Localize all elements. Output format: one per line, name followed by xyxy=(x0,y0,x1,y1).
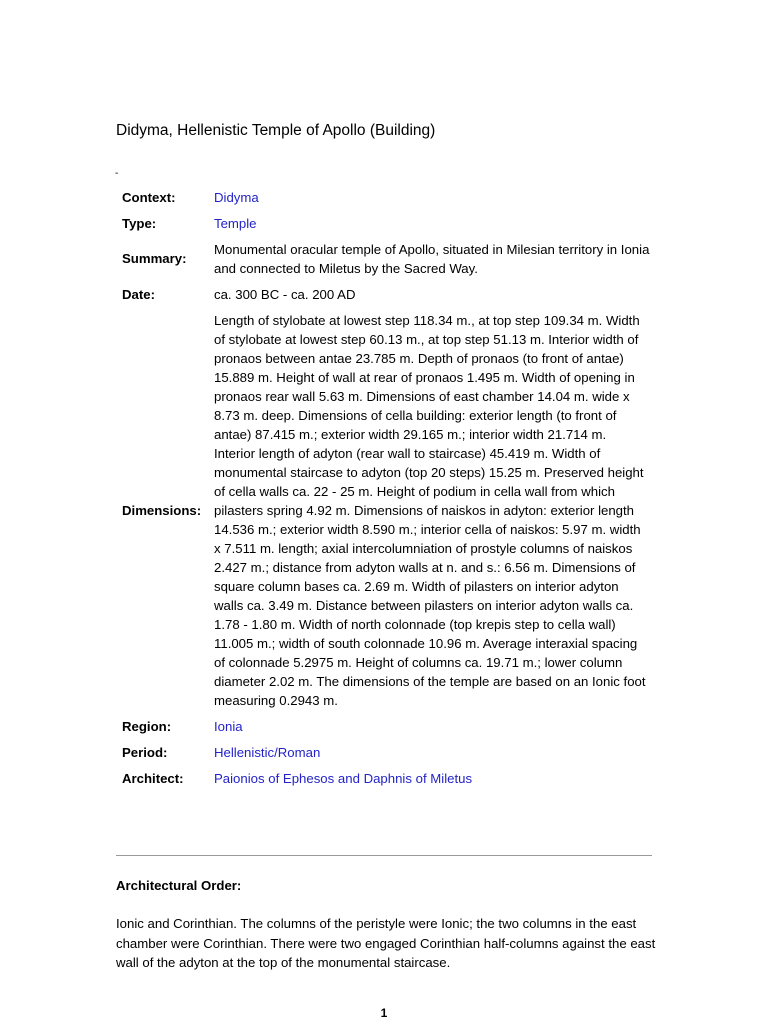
building-metadata-table xyxy=(118,184,654,791)
stray-mark: - xyxy=(115,168,119,179)
architect-row xyxy=(118,765,654,791)
period-row xyxy=(118,739,654,765)
type-label: Type: xyxy=(122,215,157,231)
type-link[interactable]: Temple xyxy=(214,215,257,231)
dimensions-row xyxy=(118,307,654,713)
region-link[interactable]: Ionia xyxy=(214,718,243,734)
region-label: Region: xyxy=(122,718,172,734)
context-link[interactable]: Didyma xyxy=(214,189,259,205)
dimensions-label: Dimensions: xyxy=(122,502,202,518)
region-row xyxy=(118,713,654,739)
architectural-order-text: Ionic and Corinthian. The columns of the peristyle were Ionic; the two columns in the east chamber were Corinthian. There were two engaged Corinthian half-columns against the east wall of the adyton at the top of the monumental staircase. xyxy=(116,916,656,970)
date-row xyxy=(118,281,654,307)
date-label: Date: xyxy=(122,286,155,302)
summary-value: Monumental oracular temple of Apollo, situated in Milesian territory in Ionia and connected to Miletus by the Sacred Way. xyxy=(214,241,650,276)
page-title: Didyma, Hellenistic Temple of Apollo (Building) xyxy=(116,122,436,139)
dimensions-value: Length of stylobate at lowest step 118.34 m., at top step 109.34 m. Width of stylobate at lowest step 60.13 m., at top step 51.13 m. Interior width of pronaos between antae 23.785 m. Depth of pronaos (to front of antae) 15.889 m. Height of wall at rear of pronaos 1.495 m. Width of opening in pronaos rear wall 5.63 m. Dimensions of east chamber 14.04 m. wide x 8.73 m. deep. Dimensions of cella building: exterior length (to front of antae) 87.415 m.; exterior width 29.165 m.; interior width 21.714 m. Interior length of adyton (rear wall to staircase) 45.419 m. Width of monumental staircase to adyton (top 20 steps) 15.25 m. Preserved height of cella walls ca. 22 - 25 m. Height of podium in cella wall from which pilasters spring 4.92 m. Dimensions of naiskos in adyton: exterior length 14.536 m.; exterior width 8.590 m.; interior cella of naiskos: 5.97 m. width x 7.511 m. length; axial intercolumniation of prostyle columns of naiskos 2.427 m.; distance from adyton walls at n. and s.: 6.56 m. Dimensions of square column bases ca. 2.69 m. Width of pilasters on interior adyton walls ca. 3.49 m. Distance between pilasters on interior adyton walls ca. 1.78 - 1.80 m. Width of north colonnade (top krepis step to cella wall) 11.005 m.; width of south colonnade 10.96 m. Average interaxial spacing of colonnade 5.2975 m. Height of columns ca. 19.71 m.; lower column diameter 2.02 m. The dimensions of the temple are based on an Ionic foot measuring 0.2943 m. xyxy=(214,312,646,708)
period-link[interactable]: Hellenistic/Roman xyxy=(214,744,321,760)
architect-link[interactable]: Paionios of Ephesos and Daphnis of Miletus xyxy=(214,770,473,786)
period-label: Period: xyxy=(122,744,168,760)
summary-row xyxy=(118,236,654,281)
summary-label: Summary: xyxy=(122,251,187,266)
architect-label: Architect: xyxy=(122,770,184,786)
section-divider xyxy=(116,855,652,856)
type-row xyxy=(118,210,654,236)
context-row xyxy=(118,184,654,210)
architectural-order-heading: Architectural Order: xyxy=(116,878,242,893)
page-number: 1 xyxy=(380,1006,388,1020)
context-label: Context: xyxy=(122,189,176,205)
date-value: ca. 300 BC - ca. 200 AD xyxy=(214,286,356,302)
